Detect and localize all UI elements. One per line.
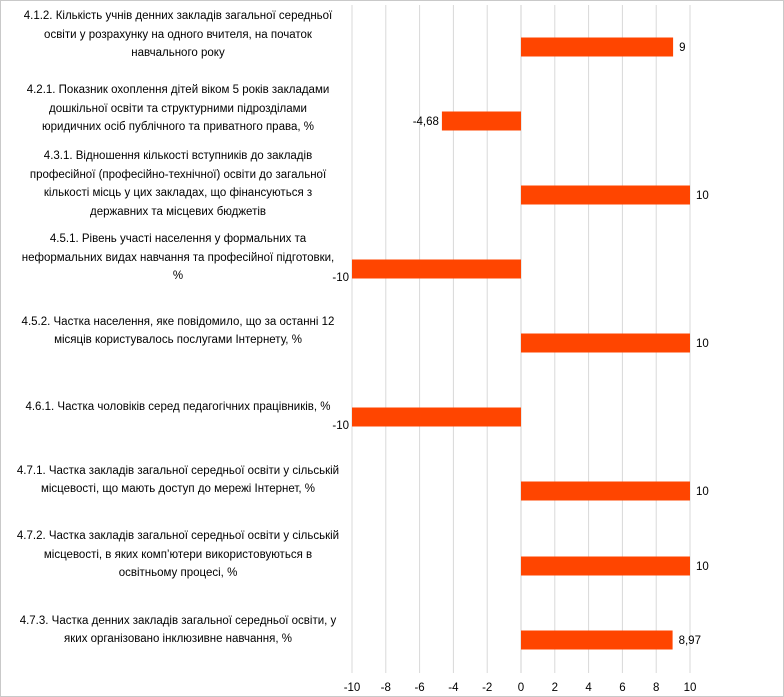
value-label: 10 — [696, 486, 709, 498]
category-label-line: освітньому процесі, % — [118, 567, 238, 580]
bar — [521, 38, 673, 57]
category-label-line: неформальних видах навчання та професійної підготовки, — [21, 251, 335, 264]
category-label — [12, 398, 344, 417]
bar — [521, 334, 690, 353]
category-label-line: 4.6.1. Частка чоловіків серед педагогічних працівників, % — [25, 400, 331, 413]
category-label-line: яких організовано інклюзивне навчання, % — [64, 633, 292, 645]
value-label: 8,97 — [678, 635, 701, 647]
bar — [521, 482, 690, 501]
category-label-line: державних та місцевих бюджетів — [90, 205, 266, 218]
x-tick-label: 4 — [585, 682, 592, 694]
x-tick-label: -10 — [343, 682, 361, 694]
category-label — [12, 147, 344, 221]
value-label: 10 — [696, 190, 709, 202]
bar — [521, 557, 690, 576]
category-label-line: освіти у розрахунку на одного вчителя, на початок — [44, 28, 312, 41]
value-label: 9 — [679, 42, 686, 54]
bar — [521, 631, 673, 650]
category-label — [12, 7, 344, 63]
bars — [352, 38, 690, 650]
bar — [442, 112, 521, 131]
category-label-line: % — [172, 270, 184, 283]
category-label-line: місяців користувалось послугами Інтернету, % — [54, 334, 302, 346]
category-label-line: 4.5.1. Рівень участі населення у формальних та — [49, 233, 307, 246]
category-label-line: навчального року — [131, 47, 225, 60]
x-tick-label: 8 — [652, 682, 660, 694]
category-label-line: професійної (професійно-технічної) освіти до загальної — [29, 168, 327, 181]
bar — [352, 260, 521, 279]
category-label-line: 4.7.3. Частка денних закладів загальної середньої освіти, у — [19, 614, 337, 627]
category-label-line: 4.1.2. Кількість учнів денних закладів загальної середньої — [23, 10, 333, 23]
x-tick-label: -2 — [482, 682, 493, 694]
category-label — [12, 313, 344, 350]
bar — [521, 186, 690, 205]
x-tick-label: 10 — [683, 682, 697, 694]
value-label: -10 — [332, 272, 349, 284]
x-tick-label: -8 — [380, 682, 391, 694]
x-tick-label: -4 — [448, 682, 459, 694]
value-label: -10 — [332, 420, 349, 432]
value-label: 10 — [696, 338, 709, 350]
x-tick-label: 6 — [619, 682, 626, 694]
x-tick-labels — [344, 682, 697, 694]
bar — [352, 408, 521, 427]
category-label-line: дошкільної освіти та структурними підрозділами — [49, 102, 307, 115]
category-label-line: місцевості, що мають доступ до мережі Інтернет, % — [40, 483, 316, 495]
x-tick-label: -6 — [414, 682, 425, 694]
category-label-line: кількості місць у цих закладах, що фінансуються з — [43, 187, 313, 199]
category-label-line: 4.2.1. Показник охоплення дітей віком 5 років закладами — [26, 84, 330, 97]
category-label — [12, 612, 344, 649]
category-label-line: юридичних осіб публічного та приватного права, % — [42, 121, 314, 134]
category-label-line: 4.5.2. Частка населення, яке повідомило, що за останні 12 — [21, 315, 335, 328]
category-label — [12, 527, 344, 583]
category-label-line: 4.7.2. Частка закладів загальної середньої освіти у сільській — [16, 530, 340, 543]
x-tick-label: 0 — [517, 682, 525, 694]
value-label: 10 — [696, 561, 709, 573]
category-label — [12, 230, 344, 286]
category-label-line: 4.3.1. Відношення кількості вступників до закладів — [43, 150, 313, 162]
value-label: -4,68 — [412, 116, 439, 128]
x-tick-label: 2 — [551, 682, 559, 694]
category-label-line: 4.7.1. Частка закладів загальної середньої освіти у сільській — [16, 464, 340, 477]
category-label-line: місцевості, в яких комп’ютери використовуються в — [43, 548, 313, 561]
category-label — [12, 81, 344, 137]
category-label — [12, 462, 344, 499]
